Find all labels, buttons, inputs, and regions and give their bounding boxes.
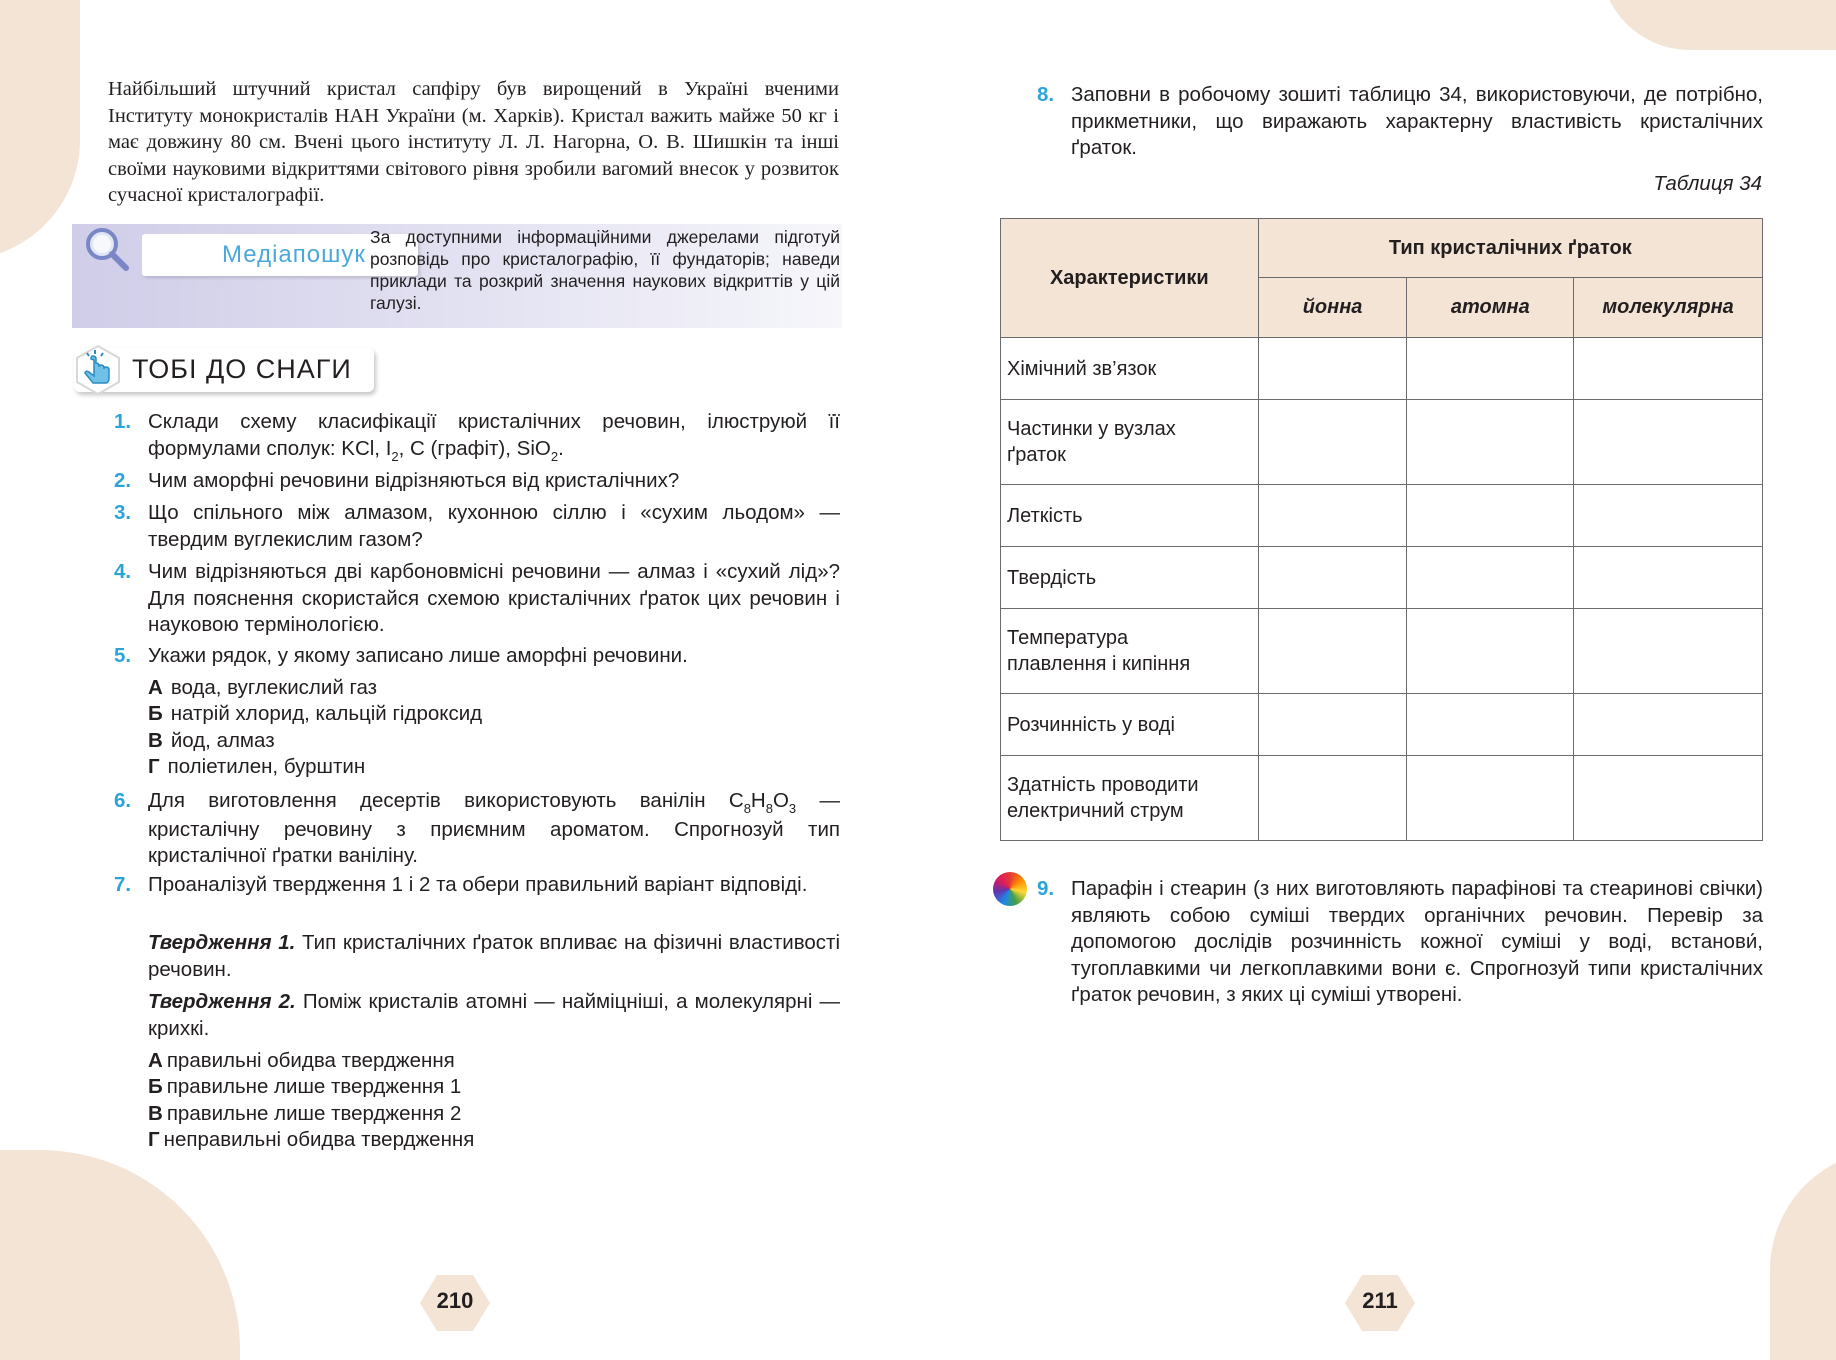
media-search-label: Медіапошук: [222, 241, 366, 268]
table-cell: [1574, 756, 1763, 841]
question-text: [148, 788, 840, 870]
table-column-header: йонна: [1258, 278, 1407, 338]
answer-option: [148, 701, 482, 728]
table-cell: [1407, 400, 1574, 485]
magnifier-icon: [82, 224, 132, 274]
formula-subscript: 8: [765, 801, 773, 816]
table-row: [1001, 338, 1763, 400]
option-letter: Б: [148, 702, 163, 725]
table-cell: [1258, 485, 1407, 547]
formula-text: —: [796, 789, 840, 812]
option-text: поліетилен, бурштин: [167, 755, 366, 778]
option-letter: Г: [148, 1128, 160, 1151]
question-text: [148, 409, 840, 464]
formula-text: Для виготовлення десертів використовують ванілін C: [148, 789, 744, 812]
statement-label: Твердження 1.: [148, 931, 296, 954]
question-number: 9.: [1037, 877, 1055, 900]
option-text: йод, алмаз: [170, 729, 275, 752]
formula-text: , C (графіт), SiO: [398, 436, 551, 460]
statement-1: [148, 930, 840, 983]
row-label: [1001, 485, 1259, 547]
color-palette-icon: [993, 872, 1027, 906]
table-cell: [1407, 756, 1574, 841]
row-label: [1001, 338, 1259, 400]
row-label-line: Частинки у вузлах: [1007, 418, 1176, 440]
table-34: [1000, 218, 1763, 841]
table-cell: [1258, 547, 1407, 609]
table-row: [1001, 485, 1763, 547]
page-number: [1344, 1274, 1416, 1332]
intro-paragraph: Найбільший штучний кристал сапфіру був вирощений в Україні вченими Інституту монокристалів НАН України (м. Харків). Кристал важить майже 50 кг і має довжину 80 см. Вчені цього інституту Л. Л. Нагорна, О. В. Шишкін та інші своїми науковими відкриттями світового рівня зробили вагомий внесок у розвиток сучасної кристалографії.: [108, 78, 839, 206]
option-text: правильне лише твердження 2: [166, 1102, 462, 1125]
table-group-header: Тип кристалічних ґраток: [1258, 219, 1762, 278]
option-text: правильне лише твердження 1: [166, 1075, 462, 1098]
option-text: правильні обидва твердження: [166, 1049, 455, 1072]
table-cell: [1574, 609, 1763, 694]
statement-2: [148, 989, 840, 1042]
question-number: 7.: [114, 873, 132, 896]
table-row: [1001, 756, 1763, 841]
page-number-text: 211: [1362, 1288, 1398, 1313]
option-text: неправильні обидва твердження: [163, 1128, 475, 1151]
answer-option: [148, 1074, 461, 1101]
row-label: [1001, 756, 1259, 841]
table-cell: [1574, 694, 1763, 756]
table-cell: [1407, 694, 1574, 756]
table-row: [1001, 694, 1763, 756]
option-letter: Г: [148, 755, 160, 778]
media-search-text: За доступними інформаційними джерелами підготуй розповідь про кристалографію, її фундаторів; наведи приклади та розкрий значення наукових відкриттів у цій галузі.: [370, 227, 840, 313]
table-cell: [1574, 400, 1763, 485]
row-label-line: Твердість: [1007, 566, 1097, 589]
table-row: [1001, 609, 1763, 694]
question-number: 5.: [114, 644, 132, 667]
question-line: кристалічну речовину з приємним ароматом. Спрогнозуй тип кристалічної ґратки ваніліну.: [148, 817, 840, 867]
row-label-line: електричний струм: [1007, 800, 1184, 822]
row-label-line: Здатність проводити: [1007, 774, 1199, 796]
row-label: [1001, 694, 1259, 756]
section-title: ТОБІ ДО СНАГИ: [132, 354, 352, 384]
question-text: Заповни в робочому зошиті таблицю 34, використовуючи, де потрібно, прикметники, що виражають характерну властивість кристалічних ґраток.: [1071, 83, 1763, 159]
row-label: [1001, 400, 1259, 485]
page-number: [419, 1274, 491, 1332]
answer-option: [148, 1127, 474, 1154]
formula-subscript: 2: [391, 448, 399, 464]
statement-text: Тип кристалічних ґраток впливає на фізичні властивості речовин.: [148, 931, 840, 981]
formula-text: H: [750, 789, 766, 812]
option-letter: Б: [148, 1075, 163, 1098]
row-label-line: плавлення і кипіння: [1007, 653, 1191, 675]
page-number-text: 210: [436, 1288, 474, 1313]
question-number: 1.: [114, 410, 132, 433]
table-cell: [1574, 338, 1763, 400]
table-cell: [1407, 547, 1574, 609]
option-text: натрій хлорид, кальцій гідроксид: [170, 702, 483, 725]
formula-text: O: [772, 789, 789, 812]
question-line: [148, 788, 840, 817]
row-label-line: Хімічний зв’язок: [1007, 357, 1157, 380]
table-caption: Таблиця 34: [1653, 172, 1762, 195]
statement-label: Твердження 2.: [148, 990, 296, 1013]
question-number: 8.: [1037, 83, 1055, 106]
hand-pointer-icon: [72, 344, 124, 396]
statement-text: Поміж кристалів атомні — найміцніші, а молекулярні — крихкі.: [148, 990, 840, 1040]
table-column-header: атомна: [1407, 278, 1574, 338]
option-letter: В: [148, 1102, 163, 1125]
row-label: [1001, 547, 1259, 609]
table-cell: [1258, 694, 1407, 756]
formula-text: формулами сполук: KCl, I: [148, 436, 392, 460]
table-cell: [1258, 400, 1407, 485]
option-text: вода, вуглекислий газ: [170, 676, 378, 699]
option-letter: А: [148, 676, 163, 699]
answer-option: [148, 754, 365, 781]
question-text: Що спільного між алмазом, кухонною сіллю і «сухим льодом» — твердим вуглекислим газом?: [148, 501, 840, 551]
option-letter: В: [148, 729, 163, 752]
question-number: 2.: [114, 469, 132, 492]
answer-option: [148, 1101, 461, 1128]
table-corner-header: Характеристики: [1001, 219, 1259, 338]
question-text: Укажи рядок, у якому записано лише аморфні речовини.: [148, 644, 688, 667]
row-label-line: Температура: [1007, 627, 1129, 649]
row-label-line: Розчинність у воді: [1007, 713, 1175, 736]
table-row: [1001, 547, 1763, 609]
question-number: 6.: [114, 789, 132, 812]
option-letter: А: [148, 1049, 163, 1072]
table-cell: [1407, 609, 1574, 694]
table-cell: [1258, 609, 1407, 694]
formula-subscript: 3: [788, 801, 797, 816]
answer-option: [148, 1048, 455, 1075]
table-cell: [1407, 338, 1574, 400]
answer-option: [148, 728, 275, 755]
question-text: Чим аморфні речовини відрізняються від кристалічних?: [148, 469, 680, 492]
row-label-line: ґраток: [1007, 444, 1066, 466]
question-line: [148, 436, 840, 465]
row-label: [1001, 609, 1259, 694]
formula-subscript: 2: [550, 448, 559, 464]
question-number: 3.: [114, 501, 132, 524]
question-number: 4.: [114, 560, 132, 583]
table-row: [1001, 400, 1763, 485]
formula-text: .: [558, 436, 564, 460]
question-line: Склади схему класифікації кристалічних речовин, ілюструюй її: [148, 410, 840, 433]
answer-option: [148, 675, 377, 702]
formula-subscript: 8: [743, 801, 751, 816]
row-label-line: Леткість: [1007, 504, 1083, 527]
question-text: Чим відрізняються дві карбоновмісні речовини — алмаз і «сухий лід»? Для пояснення скористайся схемою кристалічних ґраток цих речовин і науковою термінологією.: [148, 560, 840, 636]
table-cell: [1574, 547, 1763, 609]
question-text: Парафін і стеарин (з них виготовляють парафінові та стеаринові свічки) являють собою суміші твердих органічних речовин. Перевір за допомогою дослідів розчинність кожної суміші у воді, встанови́, тугоплавкими чи легкоплавкими вони є. Спрогнозуй типи кристалічних ґраток речовин, з яких ці суміші утворені.: [1071, 877, 1763, 1006]
table-cell: [1407, 485, 1574, 547]
table-cell: [1574, 485, 1763, 547]
question-text: Проаналізуй твердження 1 і 2 та обери правильний варіант відповіді.: [148, 873, 808, 896]
table-cell: [1258, 756, 1407, 841]
table-column-header: молекулярна: [1574, 278, 1763, 338]
table-cell: [1258, 338, 1407, 400]
